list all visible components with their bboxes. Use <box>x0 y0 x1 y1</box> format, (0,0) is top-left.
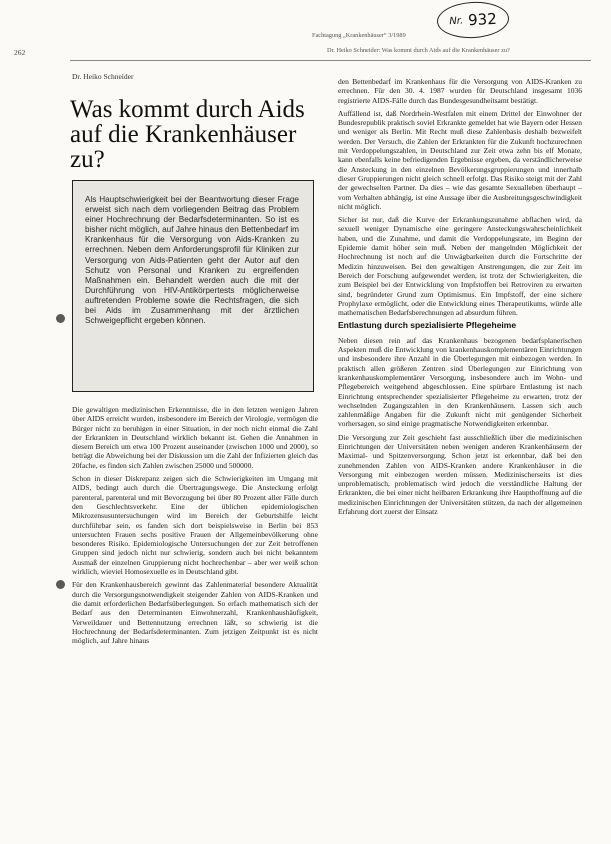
paragraph: Schon in dieser Diskrepanz zeigen sich die Schwierigkeiten im Umgang mit AIDS, bedingt auch durch die Übertragungswege. Die Ansteckung erfolgt parenteral, parenteral und mit Bevorzugung bei über 80 Prozent aller Fälle durch den Geschlechtsverkehr. Eine der üblichen epidemiologischen Mikrozensusuntersuchungen wird im Bereich der Geburtshilfe leicht durchführbar sein, es fanden sich dort beispielsweise in Berlin bei 853 untersuchten Frauen sechs positive Frauen der Allgemeinbevölkerung ohne besonderes Risiko. Epidemiologische Untersuchungen der zur Zeit betroffenen Gruppen sind jedoch nicht nur schwierig, sondern auch bei nicht bekanntem Ausmaß der einzelnen Gruppierung nicht hochrechenbar – aber wer weiß schon wirklich, wieviel Homosexuelle es in Deutschland gibt. <box>72 474 318 577</box>
stamp-prefix: Nr. <box>448 15 464 27</box>
header-rule <box>70 60 591 61</box>
paragraph: Neben diesen rein auf das Krankenhaus bezogenen bedarfsplanerischen Aspekten muß die Entwicklung von krankenhauskomplementären Einrichtungen und insbesondere ihre Anzahl in die Überlegungen mit einbezogen werden. In praktisch allen größeren Zentren sind Überlegungen zur Einrichtung von krankenhauskomplementärer Versorgung, insbesondere auch im Wohn- und Pflegebereich weitgehend abgeschlossen. Eine spürbare Entlastung ist nach Einrichtung entsprechender spezialisierter Pflegeheime zu erwarten, trotz der wechselnden Zugangszahlen in den Krankenhäusern. Lassen sich auch zahlenmäßige Angaben für die Zukunft nicht mit genügender Sicherheit vorhersagen, so sind einige pragmatische Notwendigkeiten erkennbar. <box>338 335 582 429</box>
stamp-number: 932 <box>467 9 498 30</box>
author-byline: Dr. Heiko Schneider <box>72 72 134 81</box>
archive-number-stamp <box>436 0 510 40</box>
text-column-right <box>338 77 582 520</box>
article-title: Was kommt durch Aids auf die Krankenhäuser zu? <box>70 96 305 173</box>
abstract-box <box>72 180 314 392</box>
punch-hole <box>56 314 65 323</box>
running-header-article: Dr. Heiko Schneider: Was kommt durch Aids auf die Krankenhäuser zu? <box>327 47 510 54</box>
page-number: 262 <box>14 48 26 57</box>
punch-hole <box>56 580 65 589</box>
section-subheading: Entlastung durch spezialisierte Pflegeheime <box>338 320 517 331</box>
text-column-left <box>72 405 318 649</box>
paragraph: Auffällend ist, daß Nordrhein-Westfalen mit einem Drittel der Einwohner der Bundesrepublik praktisch soviel Erkrankte gemeldet hat wie Bayern oder Hessen und weniger als Berlin. Mit Recht muß diese Zahlenbasis deshalb bezweifelt werden. Der Versuch, die Zahlen der Erkrankten für die Zukunft hochzurechnen mit Verdoppelungszahlen, in Deutschland zur Zeit etwa zehn bis elf Monate, kann ebenfalls keine befriedigenden Ergebnisse ergeben, da verständlicherweise die Ansteckung in den einzelnen Bevölkerungsgruppierungen und innerhalb dieser Gruppierungen nicht gleich schnell erfolgt. Das Risiko steigt mit der Zahl der gewechselten Partner. Da dies – wie das gesamte Sexualleben überhaupt – vom Verhalten abhängig, ist eine Aussage über die Ausbreitungsgeschwindigkeit nicht möglich. <box>338 108 582 211</box>
paragraph: Für den Krankenhausbereich gewinnt das Zahlenmaterial besondere Aktualität durch die Versorgungsnotwendigkeit steigender Zahlen von AIDS-Kranken und die damit erforderlichen Bedarfsüberlegungen. So erfach mathematisch sich der Bedarf aus den Determinanten Einwohnerzahl, Krankenhaushäufigkeit, Verweildauer und Bettennutzung errechnen läßt, so schwierig ist die Hochrechnung der Bedarfsdeterminanten. Zum jetzigen Zeitpunkt ist es nicht möglich, auf Jahre hinaus <box>72 580 318 646</box>
running-header-journal: Fachtagung „Krankenhäuser“ 3/1989 <box>312 32 406 39</box>
paragraph: Sicher ist nur, daß die Kurve der Erkrankungszunahme abflachen wird, da sexuell weniger Dynamische eine geringere Ansteckungswahrscheinlichkeit haben, und die Zunahme, und damit die Verdoppelungsrate, im Beginn der Epidemie damit höher sein muß. Neben der mangelnden Möglichkeit der Hochrechnung ist noch auf die Unwägbarkeiten durch die Fortschritte der Medizin hinzuweisen. Bei den gewaltigen Anstrengungen, die zur Zeit im Bereich der Forschung aufgewendet werden, ist trotz der Schwierigkeiten, die zum Beispiel bei der Entwicklung von Impfstoffen bei Retroviren zu erwarten sind, begründeter Grund zum Optimismus. Ein Impfstoff, der eine sichere Prophylaxe ermöglicht, oder die Entwicklung eines Therapeutikums, würde alle mathematischen Bedarfsberechnungen ad absurdum führen. <box>338 215 582 318</box>
abstract-text: Als Hauptschwierigkeit bei der Beantwortung dieser Frage erweist sich nach dem vorliegenden Beitrag das Problem einer Hochrechnung der Bedarfsdeterminanten. So ist es bisher nicht möglich, auf Jahre hinaus den Bettenbedarf im Krankenhaus für die Versorgung von Aids-Kranken zu errechnen. Neben dem Anforderungsprofil für Kliniken zur Versorgung von Aids-Patienten geht der Autor auf den Schutz von Personal und Kranken zu ergreifenden Maßnahmen ein. Behandelt werden auch die mit der Durchführung von HIV-Antikörpertests möglicherweise auftretenden Probleme sowie die Rechtsfragen, die sich bei Aids im Zusammenhang mit der ärztlichen Schweigepflicht ergeben können. <box>85 195 299 326</box>
paragraph: Die Versorgung zur Zeit geschieht fast ausschließlich über die medizinischen Einrichtungen der Universitäten neben wenigen anderen Krankenhäusern der Maximal- und Spitzenversorgung. Schon jetzt ist erkennbar, daß bei den zunehmenden Zahlen von AIDS-Kranken andere Krankenhäuser in die Versorgung mit einbezogen werden müssen. Medizinischerseits ist dies unproblematisch, problematisch wird jedoch die verständliche Haltung der Erkrankten, die bei einer nicht heilbaren Erkrankung ihre Haupthoffnung auf die medizinischen Einrichtungen der Universitäten stützen, da nach der allgemeinen Erfahrung dort zuerst der Einsatz <box>338 432 582 517</box>
paragraph: den Bettenbedarf im Krankenhaus für die Versorgung von AIDS-Kranken zu errechnen. Für den 30. 4. 1987 wurden für Deutschland insgesamt 1036 registrierte AIDS-Fälle durch das Bundesgesundheitsamt bestätigt. <box>338 77 582 105</box>
paragraph: Die gewaltigen medizinischen Erkenntnisse, die in den letzten wenigen Jahren über AIDS erreicht wurden, insbesondere im Bereich der Virologie, vermögen die Bürger nicht zu beruhigen in einer Situation, in der noch nicht einmal die Zahl der Erkrankten in Deutschland wirklich bekannt ist. Gehen die Annahmen in diesem Bereich um etwa 100 Prozent auseinander (zwischen 1000 und 2000), so beträgt die Abweichung bei der Diskussion um die Zahl der Infizierten gleich das 20fache, es finden sich Zahlen zwischen 25000 und 500000. <box>72 405 318 470</box>
